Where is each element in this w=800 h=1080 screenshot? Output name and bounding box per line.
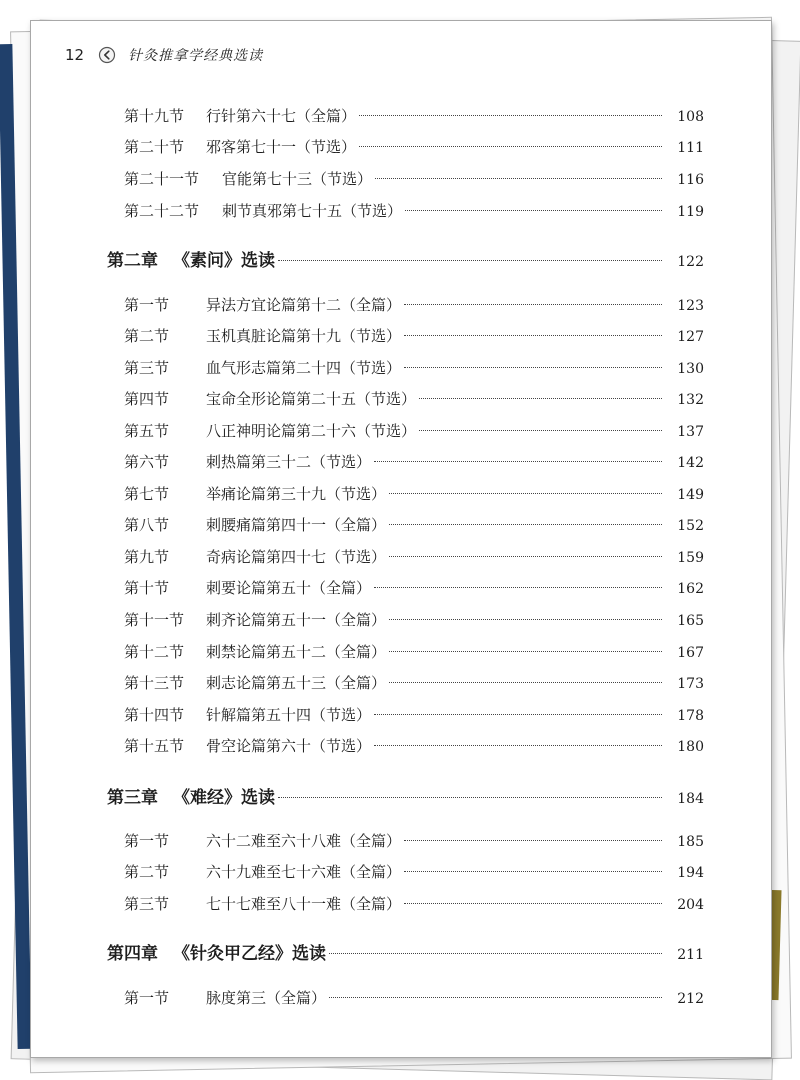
toc-entry <box>124 325 704 346</box>
section-number: 第九节 <box>124 548 170 566</box>
page-ref: 194 <box>677 865 704 881</box>
chapter-number: 第二章 <box>107 251 158 271</box>
section-number: 第四节 <box>124 390 170 408</box>
section-title: 官能第七十三（节选） <box>222 170 373 188</box>
page-ref: 111 <box>677 140 704 156</box>
section-title: 刺禁论篇第五十二（全篇） <box>206 643 387 661</box>
section-number: 第五节 <box>124 422 170 440</box>
dot-leader <box>404 304 662 305</box>
dot-leader <box>419 398 662 399</box>
dot-leader <box>389 493 662 494</box>
page-ref: 127 <box>677 329 704 345</box>
page-number: 12 <box>65 46 85 64</box>
toc-entry <box>124 451 704 472</box>
page-ref: 130 <box>677 361 704 377</box>
section-title: 七十七难至八十一难（全篇） <box>206 895 402 913</box>
section-number: 第十一节 <box>124 611 185 629</box>
section-number: 第二十一节 <box>124 170 200 188</box>
back-arrow-icon <box>98 46 116 64</box>
book-title: 针灸推拿学经典选读 <box>128 48 264 64</box>
section-title: 刺齐论篇第五十一（全篇） <box>206 611 387 629</box>
section-number: 第一节 <box>124 989 170 1007</box>
dot-leader <box>404 367 662 368</box>
section-title: 行针第六十七（全篇） <box>206 107 357 125</box>
toc-entry <box>124 641 704 662</box>
dot-leader <box>404 335 662 336</box>
toc-entry <box>124 546 704 567</box>
page-ref: 152 <box>677 518 704 534</box>
toc-entry <box>124 514 704 535</box>
dot-leader <box>374 587 662 588</box>
section-title: 举痛论篇第三十九（节选） <box>206 485 387 503</box>
page-ref: 122 <box>677 254 704 270</box>
toc-entry <box>124 357 704 378</box>
section-title: 刺要论篇第五十（全篇） <box>206 579 372 597</box>
page-ref: 184 <box>677 791 704 807</box>
toc-entry <box>124 704 704 725</box>
toc-entry <box>124 294 704 315</box>
section-number: 第十九节 <box>124 107 185 125</box>
toc-entry <box>124 735 704 756</box>
page-ref: 212 <box>677 991 704 1007</box>
section-number: 第二十节 <box>124 138 185 156</box>
section-title: 六十九难至七十六难（全篇） <box>206 863 402 881</box>
page-ref: 178 <box>677 708 704 724</box>
section-title: 邪客第七十一（节选） <box>206 138 357 156</box>
dot-leader <box>329 953 662 954</box>
dot-leader <box>404 903 662 904</box>
page-ref: 159 <box>677 550 704 566</box>
page-ref: 123 <box>677 298 704 314</box>
page-ref: 173 <box>677 676 704 692</box>
section-title: 刺热篇第三十二（节选） <box>206 453 372 471</box>
dot-leader <box>359 115 662 116</box>
dot-leader <box>405 210 662 211</box>
section-number: 第三节 <box>124 359 170 377</box>
dot-leader <box>404 840 662 841</box>
page-ref: 142 <box>677 455 704 471</box>
toc-entry <box>124 483 704 504</box>
page-ref: 211 <box>677 947 704 963</box>
chapter-number: 第三章 <box>107 788 158 808</box>
toc-entry <box>124 987 704 1008</box>
toc-entry <box>124 861 704 882</box>
page-ref: 167 <box>677 645 704 661</box>
toc-entry <box>124 577 704 598</box>
chapter-entry <box>107 783 704 808</box>
chapter-entry <box>107 939 704 964</box>
chapter-title: 《难经》选读 <box>173 788 275 808</box>
page-ref: 149 <box>677 487 704 503</box>
toc-entry <box>124 168 704 189</box>
section-number: 第十二节 <box>124 643 185 661</box>
page-ref: 119 <box>677 204 704 220</box>
dot-leader <box>374 745 662 746</box>
page-header <box>65 43 263 67</box>
dot-leader <box>389 619 662 620</box>
page-ref: 132 <box>677 392 704 408</box>
page-ref: 162 <box>677 581 704 597</box>
section-title: 血气形志篇第二十四（节选） <box>206 359 402 377</box>
section-title: 宝命全形论篇第二十五（节选） <box>206 390 417 408</box>
section-title: 针解篇第五十四（节选） <box>206 706 372 724</box>
section-title: 玉机真脏论篇第十九（节选） <box>206 327 402 345</box>
section-number: 第一节 <box>124 832 170 850</box>
page-ref: 185 <box>677 834 704 850</box>
page-ref: 108 <box>677 109 704 125</box>
dot-leader <box>419 430 662 431</box>
section-number: 第七节 <box>124 485 170 503</box>
chapter-title: 《针灸甲乙经》选读 <box>173 944 326 964</box>
section-number: 第十三节 <box>124 674 185 692</box>
dot-leader <box>389 556 662 557</box>
section-title: 异法方宜论篇第十二（全篇） <box>206 296 402 314</box>
chapter-number: 第四章 <box>107 944 158 964</box>
section-title: 六十二难至六十八难（全篇） <box>206 832 402 850</box>
dot-leader <box>278 797 662 798</box>
dot-leader <box>375 178 662 179</box>
page-ref: 137 <box>677 424 704 440</box>
section-number: 第十四节 <box>124 706 185 724</box>
toc-entry <box>124 388 704 409</box>
toc-entry <box>124 105 704 126</box>
section-number: 第八节 <box>124 516 170 534</box>
section-number: 第二十二节 <box>124 202 200 220</box>
dot-leader <box>329 997 662 998</box>
toc-entry <box>124 893 704 914</box>
toc-entry <box>124 136 704 157</box>
toc-entry <box>124 200 704 221</box>
dot-leader <box>404 871 662 872</box>
page-ref: 116 <box>677 172 704 188</box>
section-title: 奇病论篇第四十七（节选） <box>206 548 387 566</box>
section-title: 刺腰痛篇第四十一（全篇） <box>206 516 387 534</box>
section-number: 第二节 <box>124 863 170 881</box>
section-title: 刺志论篇第五十三（全篇） <box>206 674 387 692</box>
section-title: 脉度第三（全篇） <box>206 989 327 1007</box>
chapter-title: 《素问》选读 <box>173 251 275 271</box>
toc-entry <box>124 609 704 630</box>
dot-leader <box>359 146 662 147</box>
dot-leader <box>389 651 662 652</box>
dot-leader <box>374 461 662 462</box>
section-title: 八正神明论篇第二十六（节选） <box>206 422 417 440</box>
toc-entry <box>124 830 704 851</box>
section-number: 第三节 <box>124 895 170 913</box>
section-number: 第十节 <box>124 579 170 597</box>
dot-leader <box>278 260 662 261</box>
section-title: 刺节真邪第七十五（节选） <box>222 202 403 220</box>
section-number: 第二节 <box>124 327 170 345</box>
dot-leader <box>389 524 662 525</box>
section-title: 骨空论篇第六十（节选） <box>206 737 372 755</box>
dot-leader <box>389 682 662 683</box>
page-ref: 180 <box>677 739 704 755</box>
page-ref: 165 <box>677 613 704 629</box>
toc-entry <box>124 420 704 441</box>
book-page <box>30 20 772 1058</box>
section-number: 第六节 <box>124 453 170 471</box>
chapter-entry <box>107 246 704 271</box>
section-number: 第十五节 <box>124 737 185 755</box>
section-number: 第一节 <box>124 296 170 314</box>
page-ref: 204 <box>677 897 704 913</box>
dot-leader <box>374 714 662 715</box>
toc-entry <box>124 672 704 693</box>
